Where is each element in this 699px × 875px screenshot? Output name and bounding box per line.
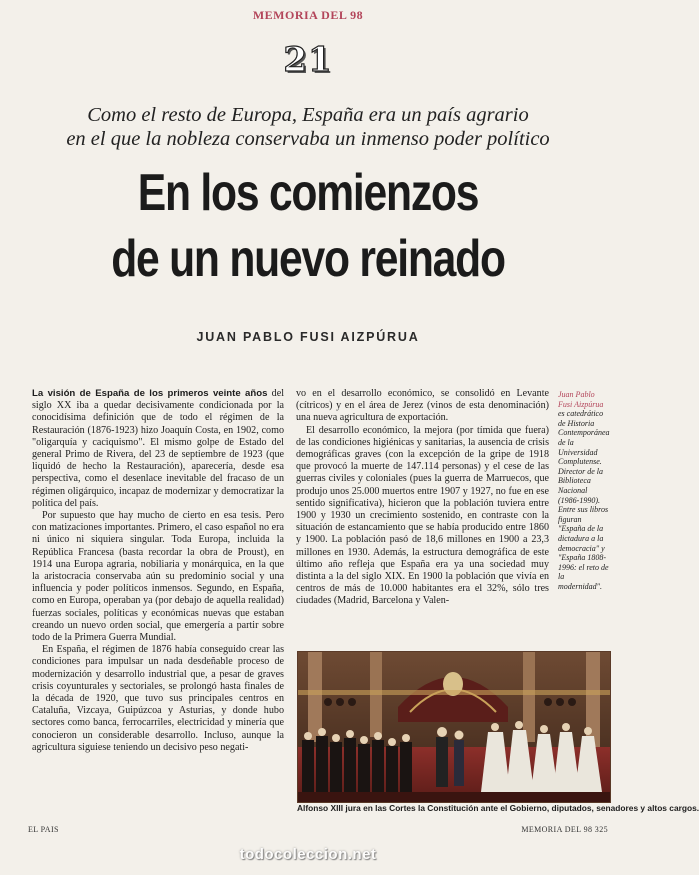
footer-publication: EL PAIS xyxy=(28,825,59,834)
footer-page: MEMORIA DEL 98 325 xyxy=(521,825,608,834)
photo-caption: Alfonso XIII jura en las Cortes la Constitución ante el Gobierno, diputados, senadores y altos cargos. xyxy=(297,803,699,813)
paragraph: Por supuesto que hay mucho de cierto en esa tesis. Pero con matizaciones importantes. Primero, el caso español no era ni único ni siquiera singular. Toda Europa, incluida la República Francesa (basta recordar la obra de Proust), en 1914 una Europa agraria, nobiliaria y monárquica, en la que la aristocracia conservaba aún su predominio social y una influencia y poder políticos inmensos. Segundo, en España, como en Europa, operaban ya (por debajo de aquella realidad) fuerzas sociales, políticas y económicas nuevas que estaban creando un nuevo orden social, que emergería a partir sobre todo de la Primera Guerra Mundial. xyxy=(32,510,284,644)
headline-line-2: de un nuevo reinado xyxy=(111,230,505,288)
author-bio-text: es catedrático de Historia Contemporánea de la Universidad Complutense. Director de la Biblioteca Nacional (1986-1990). Entre sus libros figuran "España de la dictadura a la democracia" y "España 1808-1996: el reto de la modernidad". xyxy=(558,409,610,591)
author-bio xyxy=(558,390,610,591)
series-title: MEMORIA DEL 98 xyxy=(252,8,364,22)
lead-in: La visión de España de los primeros veinte años xyxy=(32,388,268,399)
chapter-number: 21 xyxy=(283,40,333,80)
watermark: todocoleccion.net xyxy=(239,846,377,863)
painting-illustration xyxy=(298,652,610,802)
article-column-1 xyxy=(32,388,284,754)
paragraph-text: del siglo XX iba a quedar decisivamente condicionada por la conocidísima definición que de todo el régimen de la Restauración (1876-1923) hizo Joaquín Costa, en 1902, como "oligarquía y caciquismo". El mismo golpe de Estado del general Primo de Rivera, del 23 de septiembre de 1923 (que liquidó de hecho la Restauración), aparecería, desde esa perspectiva, como el desenlace inevitable del fracaso de un régimen oligárquico, incapaz de modernizar y democratizar la política del país. xyxy=(32,388,284,509)
headline-line-1: En los comienzos xyxy=(137,164,479,222)
historical-painting xyxy=(297,651,611,803)
subtitle xyxy=(10,103,606,151)
subtitle-line-2: en el que la nobleza conservaba un inmenso poder político xyxy=(66,128,550,150)
article-column-2 xyxy=(296,388,549,608)
author-bio-name: Juan Pablo Fusi Aizpúrua xyxy=(558,390,604,409)
paragraph xyxy=(32,388,284,510)
headline xyxy=(55,160,560,292)
author-byline: JUAN PABLO FUSI AIZPÚRUA xyxy=(196,330,420,344)
paragraph: vo en el desarrollo económico, se consolidó en Levante (cítricos) y en el área de Jerez (vinos de esta denominación) una nueva agricultura de exportación. xyxy=(296,388,549,424)
paragraph: El desarrollo económico, la mejora (por tímida que fuera) de las condiciones higiénicas y sanitarias, la ausencia de crisis demográficas graves (con la excepción de la gripe de 1918 que provocó la muerte de 147.114 personas) y el cese de las guerras civiles y coloniales (pues la guerra de Marruecos, que produjo unos 25.000 muertos entre 1907 y 1927, no fue en ese sentido significativa), hicieron que la población tuviera entre 1900 y 1930 un crecimiento sostenido, en contraste con la situación de estancamiento que se había producido entre 1860 y 1900. La población pasó de 18,6 millones en 1900 a 23,3 millones en 1930. Además, la estructura demográfica de este último año refleja que España era ya una sociedad muy distinta a la del siglo XIX. En 1900 la población que vivía en centros de más de 10.000 habitantes era el 32%, sólo tres ciudades (Madrid, Barcelona y Valen- xyxy=(296,424,549,607)
paragraph: En España, el régimen de 1876 había conseguido crear las condiciones para impulsar un nada desdeñable proceso de modernización y desarrollo industrial que, a pesar de graves crisis coyunturales y sectoriales, se prolongó hasta finales de la década de 1920, que tuvo sus principales centros en Cataluña, Vizcaya, Guipúzcoa y Asturias, y donde hubo sectores como banca, ferrocarriles, electricidad y minería que conocieron un considerable desarrollo. Incluso, aunque la agricultura siguiese teniendo un decisivo peso negati- xyxy=(32,644,284,753)
subtitle-line-1: Como el resto de Europa, España era un país agrario xyxy=(87,104,529,126)
